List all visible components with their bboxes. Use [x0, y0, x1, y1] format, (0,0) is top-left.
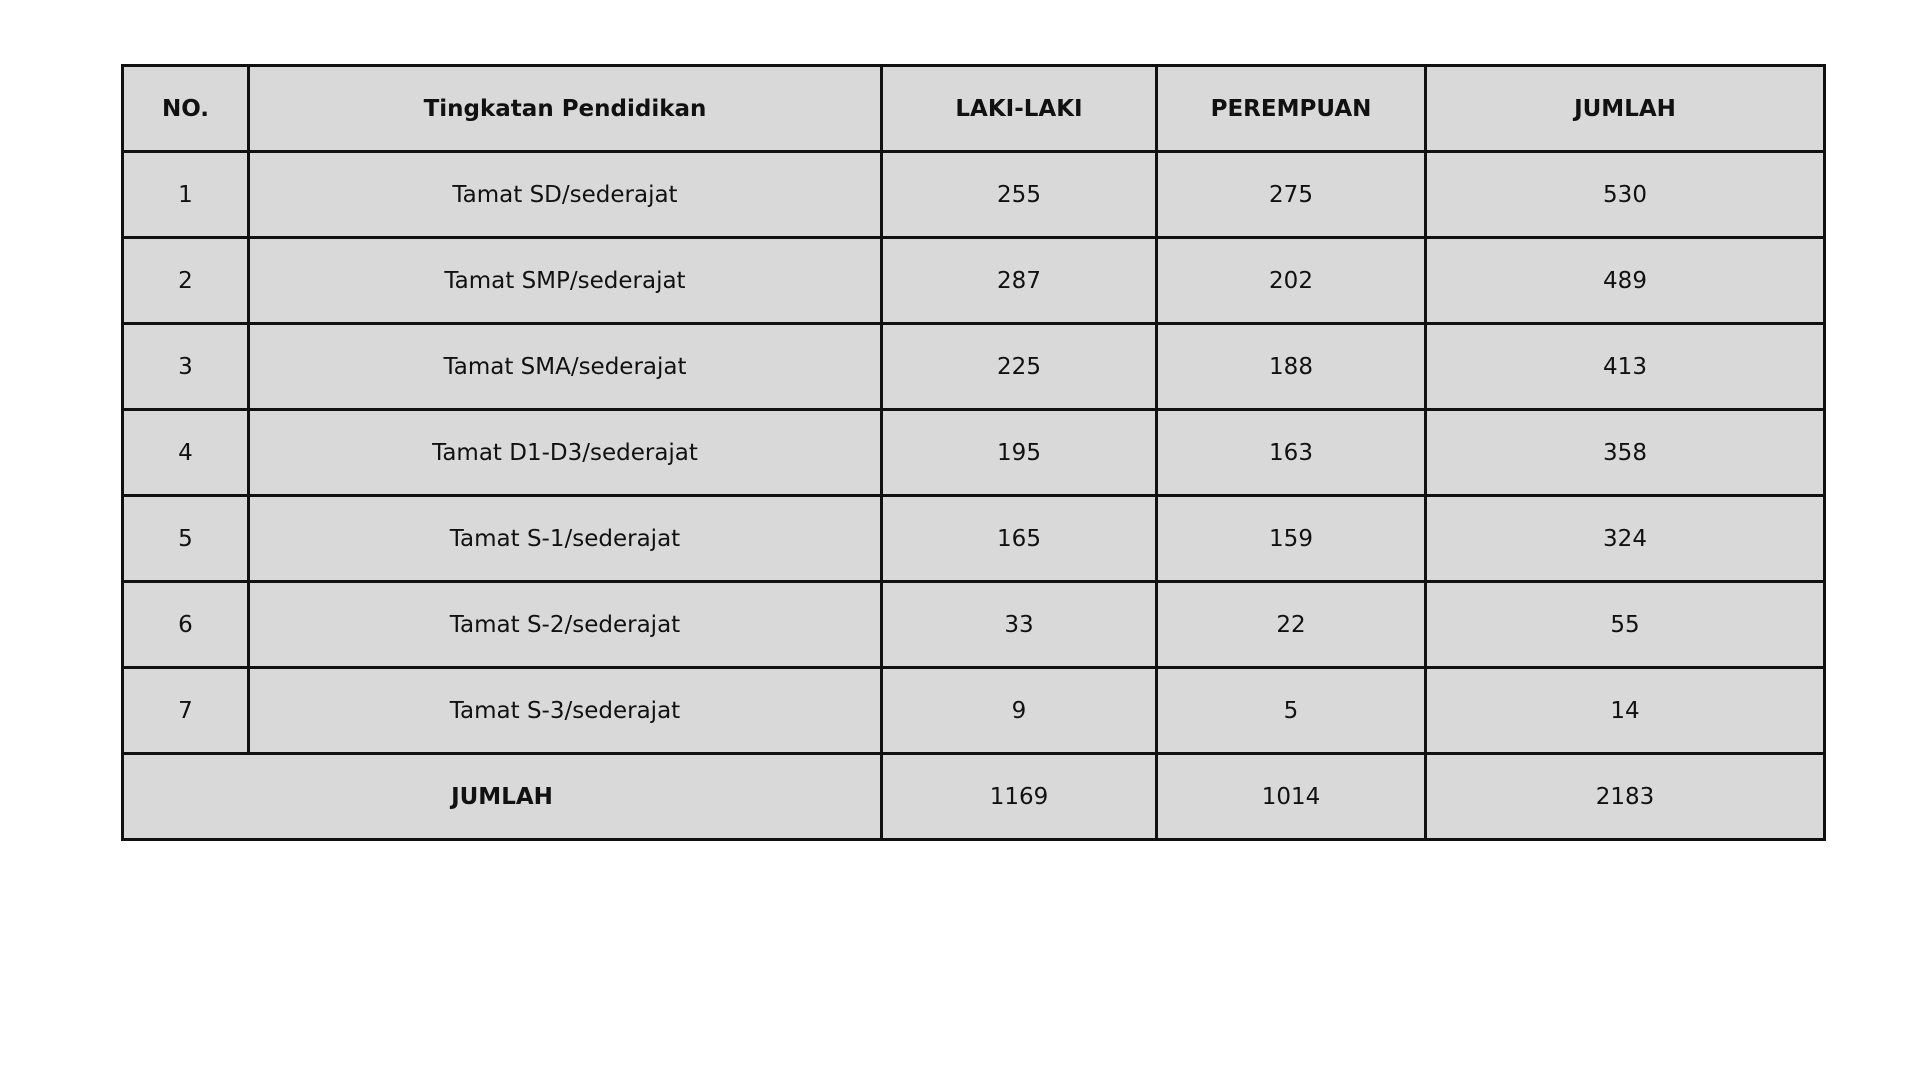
total-label: JUMLAH: [123, 754, 882, 840]
table-row: [123, 152, 1825, 238]
total-female: 1014: [1157, 754, 1426, 840]
cell-total: 14: [1426, 668, 1825, 754]
header-no: NO.: [123, 66, 249, 152]
cell-male: 287: [882, 238, 1157, 324]
table-total-row: [123, 754, 1825, 840]
cell-male: 255: [882, 152, 1157, 238]
cell-female: 188: [1157, 324, 1426, 410]
total-all: 2183: [1426, 754, 1825, 840]
table-row: [123, 582, 1825, 668]
header-female: PEREMPUAN: [1157, 66, 1426, 152]
table-row: [123, 668, 1825, 754]
cell-total: 530: [1426, 152, 1825, 238]
education-table: [121, 64, 1826, 841]
cell-education-level: Tamat SMA/sederajat: [249, 324, 882, 410]
cell-male: 33: [882, 582, 1157, 668]
cell-education-level: Tamat S-3/sederajat: [249, 668, 882, 754]
cell-female: 275: [1157, 152, 1426, 238]
cell-female: 22: [1157, 582, 1426, 668]
cell-education-level: Tamat S-2/sederajat: [249, 582, 882, 668]
cell-education-level: Tamat SMP/sederajat: [249, 238, 882, 324]
cell-female: 159: [1157, 496, 1426, 582]
cell-male: 9: [882, 668, 1157, 754]
table-row: [123, 238, 1825, 324]
cell-male: 225: [882, 324, 1157, 410]
cell-no: 5: [123, 496, 249, 582]
table-row: [123, 410, 1825, 496]
header-male: LAKI-LAKI: [882, 66, 1157, 152]
header-total: JUMLAH: [1426, 66, 1825, 152]
cell-female: 5: [1157, 668, 1426, 754]
cell-total: 489: [1426, 238, 1825, 324]
cell-total: 324: [1426, 496, 1825, 582]
cell-education-level: Tamat D1-D3/sederajat: [249, 410, 882, 496]
table-header-row: [123, 66, 1825, 152]
total-male: 1169: [882, 754, 1157, 840]
cell-male: 165: [882, 496, 1157, 582]
cell-total: 55: [1426, 582, 1825, 668]
table-row: [123, 324, 1825, 410]
cell-no: 6: [123, 582, 249, 668]
cell-no: 2: [123, 238, 249, 324]
cell-female: 202: [1157, 238, 1426, 324]
cell-education-level: Tamat S-1/sederajat: [249, 496, 882, 582]
cell-no: 7: [123, 668, 249, 754]
cell-no: 4: [123, 410, 249, 496]
cell-total: 413: [1426, 324, 1825, 410]
header-education-level: Tingkatan Pendidikan: [249, 66, 882, 152]
table-row: [123, 496, 1825, 582]
cell-total: 358: [1426, 410, 1825, 496]
cell-no: 3: [123, 324, 249, 410]
cell-education-level: Tamat SD/sederajat: [249, 152, 882, 238]
cell-no: 1: [123, 152, 249, 238]
cell-female: 163: [1157, 410, 1426, 496]
cell-male: 195: [882, 410, 1157, 496]
